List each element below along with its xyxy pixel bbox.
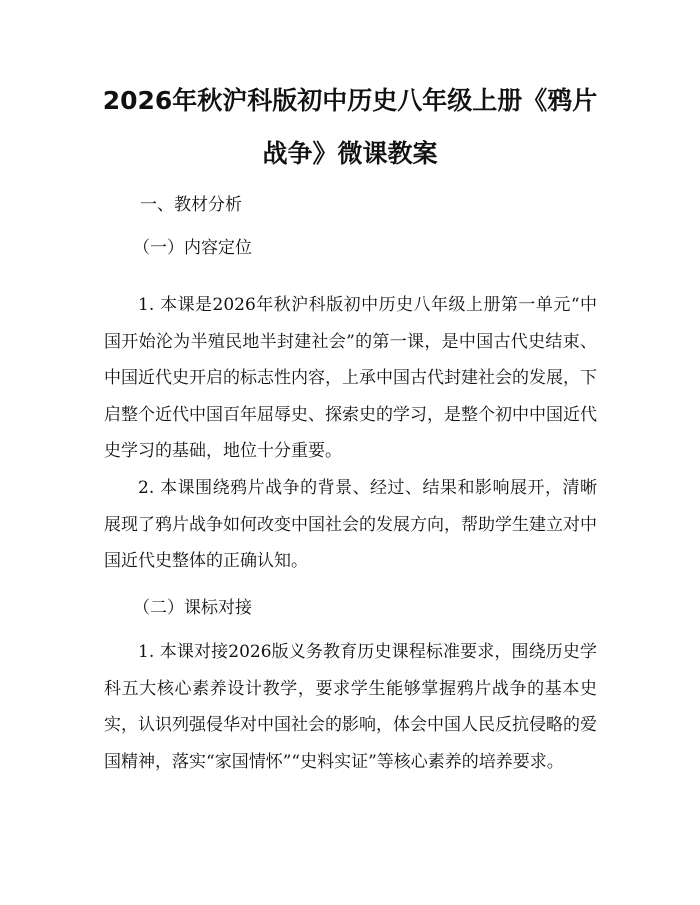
subsection-heading-curriculum-standards: （二）课标对接 [133, 598, 252, 618]
subsection-heading-content-positioning: （一）内容定位 [133, 238, 252, 258]
paragraph-content-positioning-2: 2. 本课围绕鸦片战争的背景、经过、结果和影响展开，清晰展现了鸦片战争如何改变中国社会的发展方向，帮助学生建立对中国近代史整体的正确认知。 [104, 478, 597, 571]
section-heading-textbook-analysis: 一、教材分析 [140, 195, 242, 215]
document-title-line-1: 2026年秋沪科版初中历史八年级上册《鸦片 [102, 86, 598, 115]
paragraph-content-positioning-1: 1. 本课是2026年秋沪科版初中历史八年级上册第一单元“中国开始沦为半殖民地半封建社会”的第一课，是中国古代史结束、中国近代史开启的标志性内容，上承中国古代封建社会的发展，下启整个近代中国百年屈辱史、探索史的学习，是整个初中中国近代史学习的基础，地位十分重要。 [104, 295, 597, 461]
document-title-line-2: 战争》微课教案 [262, 139, 438, 168]
paragraph-curriculum-standards-1: 1. 本课对接2026版义务教育历史课程标准要求，围绕历史学科五大核心素养设计教学，要求学生能够掌握鸦片战争的基本史实，认识列强侵华对中国社会的影响，体会中国人民反抗侵略的爱国精神，落实“家国情怀”“史料实证”等核心素养的培养要求。 [104, 642, 597, 772]
